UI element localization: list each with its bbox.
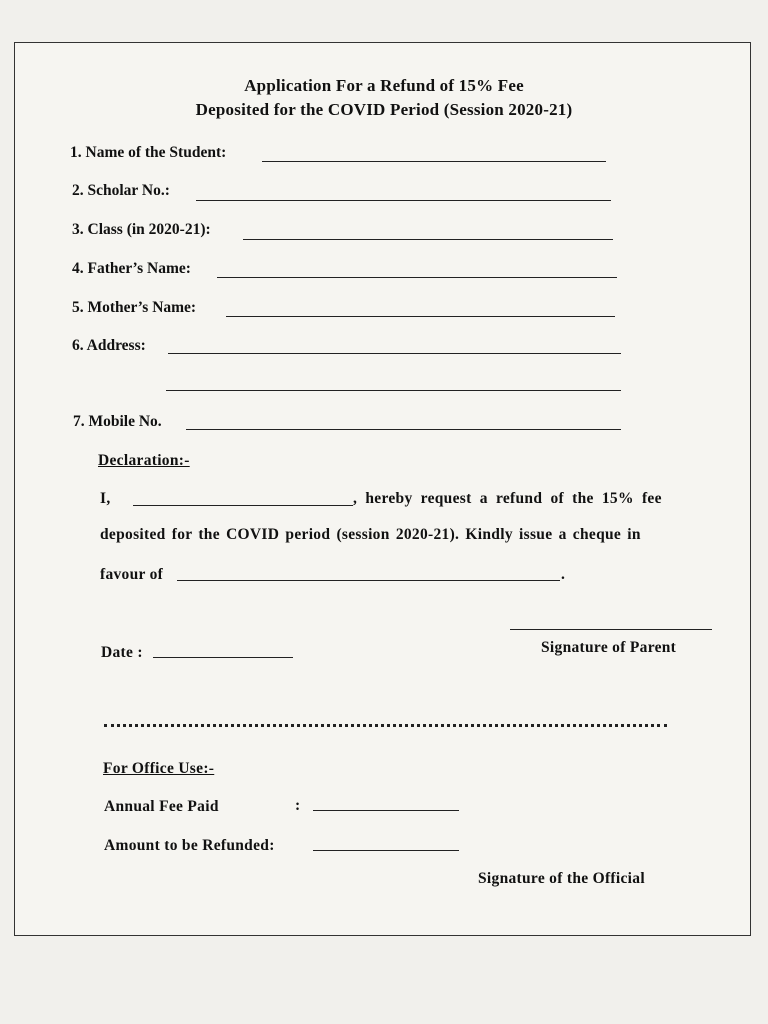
declaration-line1: , hereby request a refund of the 15% fee: [353, 490, 662, 507]
declarant-name-field[interactable]: [133, 505, 353, 506]
student-name-field[interactable]: [262, 161, 606, 162]
declaration-line2: deposited for the COVID period (session 2020-21). Kindly issue a cheque in: [100, 526, 641, 543]
mother-name-field[interactable]: [226, 316, 615, 317]
scholar-no-field[interactable]: [196, 200, 611, 201]
payee-name-field[interactable]: [177, 580, 560, 581]
dotted-separator: [104, 720, 667, 727]
scholar-no-label: 2. Scholar No.:: [72, 182, 170, 199]
address-label: 6. Address:: [72, 337, 146, 354]
declaration-period: .: [561, 566, 566, 583]
father-name-field[interactable]: [217, 277, 617, 278]
date-field[interactable]: [153, 657, 293, 658]
father-name-label: 4. Father’s Name:: [72, 260, 191, 277]
declaration-favour-of: favour of: [100, 566, 164, 583]
class-label: 3. Class (in 2020-21):: [72, 221, 211, 238]
student-name-label: 1. Name of the Student:: [70, 144, 227, 161]
class-field[interactable]: [243, 239, 613, 240]
declaration-i: I,: [100, 490, 111, 507]
date-label: Date :: [101, 644, 143, 661]
annual-fee-colon: :: [295, 797, 301, 814]
office-use-heading: For Office Use:-: [103, 760, 215, 777]
address-field-line2[interactable]: [166, 390, 621, 391]
refund-amount-field[interactable]: [313, 850, 459, 851]
mobile-no-label: 7. Mobile No.: [73, 413, 162, 430]
parent-signature-label: Signature of Parent: [541, 639, 677, 656]
form-title-line2: Deposited for the COVID Period (Session 2020-21): [195, 100, 573, 119]
annual-fee-label: Annual Fee Paid: [104, 798, 219, 815]
address-field-line1[interactable]: [168, 353, 621, 354]
declaration-heading: Declaration:-: [98, 452, 190, 469]
mobile-no-field[interactable]: [186, 429, 621, 430]
annual-fee-field[interactable]: [313, 810, 459, 811]
form-title-line1: Application For a Refund of 15% Fee: [244, 76, 524, 95]
mother-name-label: 5. Mother’s Name:: [72, 299, 197, 316]
official-signature-label: Signature of the Official: [478, 870, 645, 887]
refund-amount-label: Amount to be Refunded:: [104, 837, 275, 854]
parent-signature-line[interactable]: [510, 629, 712, 630]
